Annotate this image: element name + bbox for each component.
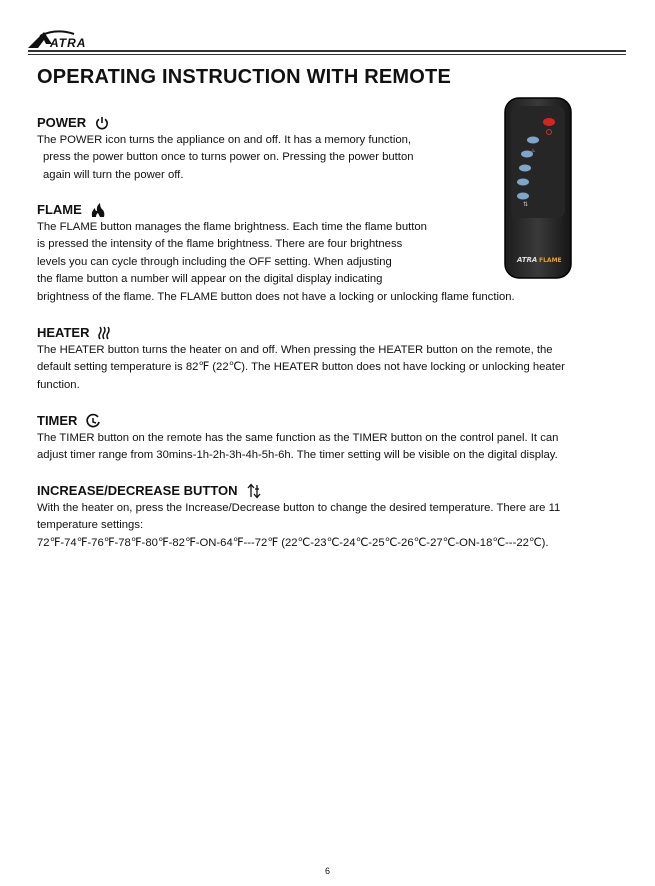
body-line: brightness of the flame. The FLAME button does not have a locking or unlocking flame function. [37,290,515,303]
section-heading: POWER [37,115,87,130]
body-line: function. [37,378,80,391]
increase-decrease-icon [246,483,262,499]
body-line: press the power button once to turns power on. Pressing the power button [43,151,414,164]
body-line: The HEATER button turns the heater on and off. When pressing the HEATER button on the remote, the [37,344,553,356]
section-heading: INCREASE/DECREASE BUTTON [37,483,238,498]
svg-text:♨: ♨ [531,148,536,154]
flame-icon [90,202,106,218]
section-heading: TIMER [37,413,78,428]
section-heater [37,324,622,394]
logo-text: ATRA [50,36,87,50]
section-flame [37,201,622,306]
section-heading: HEATER [37,325,90,340]
body-line: levels you can cycle through including the OFF setting. When adjusting [37,255,392,268]
body-line: again will turn the power off. [43,168,184,181]
svg-text:⇅: ⇅ [523,201,529,208]
body-line: With the heater on, press the Increase/Decrease button to change the desired temperature. There are 11 [37,502,561,514]
body-line: the flame button a number will appear on the digital display indicating [37,273,383,286]
body-line: The POWER icon turns the appliance on and off. It has a memory function, [37,134,412,146]
remote-brand-label: ATRA [517,256,538,264]
section-increase-decrease [37,482,622,552]
body-line: temperature settings: [37,519,144,532]
body-line: The FLAME button manages the flame brightness. Each time the flame button [37,221,427,233]
body-line: 72℉-74℉-76℉-78℉-80℉-82℉-ON-64℉---72℉ (22℃-23℃-24℃-25℃-26℃-27℃-ON-18℃---22℃). [37,536,549,549]
body-line: adjust timer range from 30mins-1h-2h-3h-4h-5h-6h. The timer setting will be visible on the digital display. [37,449,558,462]
power-icon [94,115,110,131]
heater-icon [97,325,113,341]
section-timer [37,412,622,465]
body-line: The TIMER button on the remote has the same function as the TIMER button on the control panel. It can [37,432,559,444]
section-heading: FLAME [37,202,82,217]
section-power [37,114,622,184]
body-line: default setting temperature is 82℉ (22℃). The HEATER button does not have locking or unlocking heater [37,361,565,374]
svg-text:FLAME: FLAME [539,257,562,264]
page-number: 6 [324,866,330,876]
header-rule-thin [28,54,626,55]
timer-icon [85,413,101,429]
header-rule [28,50,626,52]
body-line: is pressed the intensity of the flame brightness. There are four brightness [37,238,403,251]
page-title: OPERATING INSTRUCTION WITH REMOTE [37,66,451,88]
